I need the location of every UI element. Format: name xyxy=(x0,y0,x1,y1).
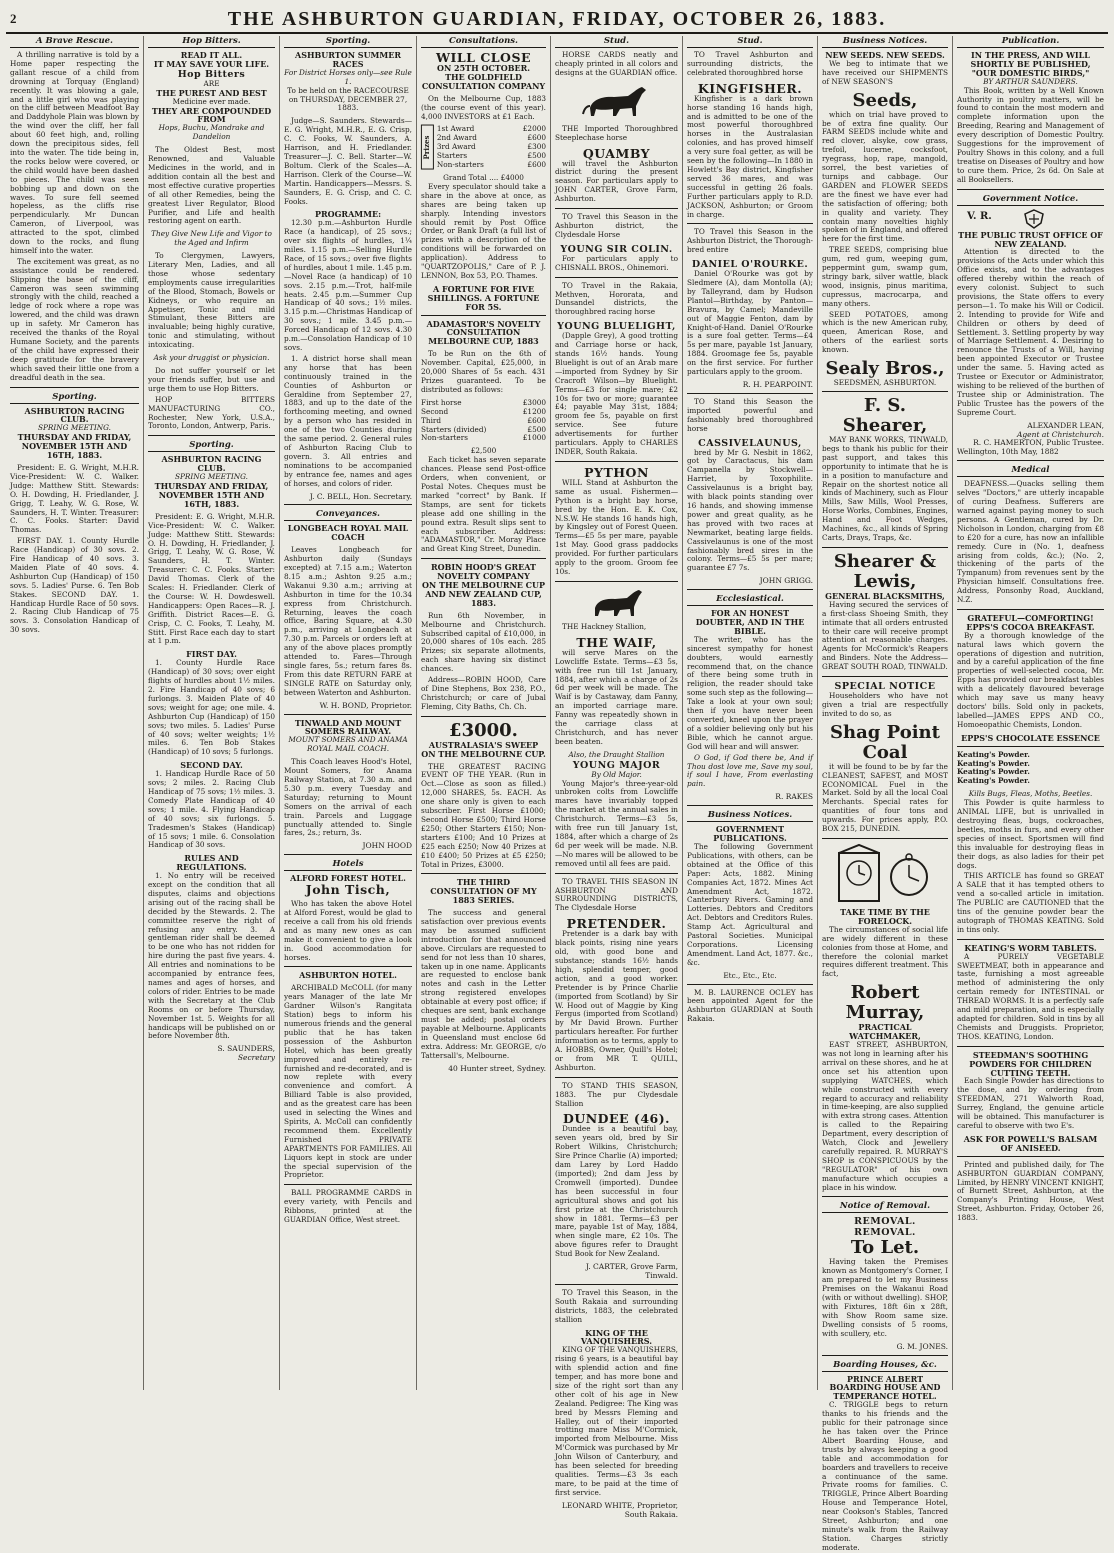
ad-maker: HOP BITTERS MANUFACTURING CO., Rochester, New York, U.S.A., Toronto, London, Antwerp, Paris. xyxy=(148,394,275,431)
firm-name: Sealy Bros., xyxy=(825,358,945,380)
hop-bitters-ad xyxy=(148,51,275,142)
product-name: EPPS'S CHOCOLATE ESSENCE xyxy=(961,732,1100,743)
ad-paragraph: will serve Mares on the Lowcliffe Estate. Terms—£3 5s, with free run till 1st January, 1884, after which a charge of 2s 6d per week will be made. The Waif is by Castaway, dam Fanny, an imported carriage mare. Fanny was repeatedly shown in the carriage class at Christchurch, and has never been beaten. xyxy=(555,647,678,746)
ad-title: AUSTRALASIA'S SWEEP xyxy=(428,739,539,750)
ad-paragraph: Having taken the Premises known as Montgomery's Corner, I am prepared to let my Business Premises on the Wakanui Road (with or without dwelling). SHOP, with Fixtures, 18ft 6in x 28ft, with Show Room same size. Dwelling consists of 5 rooms, with scullery, etc. xyxy=(822,1257,948,1338)
ad-paragraph: DEAFNESS.—Quacks selling them selves "Doctors," are utterly incapable of curing Deafness. Sufferers are warned against paying money to such persons. A Gentleman, cured by Dr. Nicholson in London, charging from £8 to £20 for a cure, has now an infallible remedy. Cure in (No. 1, deafness arising from colds, &c.); (No. 2, thickening of the parts of the Tympanum) from revenues sent by the Physician himself. Consultations free. Address, Ponsonby Road, Auckland, N.Z. xyxy=(957,479,1104,605)
horse-name: PRETENDER. xyxy=(566,916,667,932)
page-number: 2 xyxy=(10,11,17,26)
keating-kills: Kills Bugs, Fleas, Moths, Beetles. xyxy=(968,789,1093,799)
ad-paragraph: For particulars apply to CHISNALL BROS., Ohinemori. xyxy=(555,253,678,272)
ad-paragraph: To be Run on the 6th of November. Capital, £25,000, in 20,000 Shares of 5s each. 431 Prizes guaranteed. To be distributed as follows: xyxy=(421,349,546,394)
ad-paragraph: TO Travel this Season in the Ashburton District, the Thorough-bred entire xyxy=(687,227,813,255)
column-8 xyxy=(953,36,1108,1390)
prize-row xyxy=(421,434,546,443)
product-name: Shag Point Coal xyxy=(830,721,940,763)
prize-total: Grand Total .... £4000 xyxy=(443,172,524,182)
ad-paragraph: SEED POTATOES, among which is the new American ruby, queen, American Rose, and others of the earliest sorts known. xyxy=(822,309,948,355)
ad-title: IN THE PRESS, AND WILL SHORTLY BE PUBLISHED, "OUR DOMESTIC BIRDS," xyxy=(970,50,1091,78)
races-text: 1. Handicap Hurdle Race of 50 sovs; 2 miles. 2. Racing Club Handicap of 75 sovs; 1½ miles. 3. Comedy Plate Handicap of 40 sovs; 1 mile. 4. Flying Handicap of 40 sovs; six furlongs. 5. Tradesmen's Stakes (Handicap) of 15 sovs; 1 mile. 6. Consolation Handicap of 30 sovs. xyxy=(148,769,275,850)
racing-officers xyxy=(10,464,139,635)
ad-paragraph: Do not suffer yourself or let your friends suffer, but use and urge them to use Hop Bitters. xyxy=(148,366,275,393)
ad-paragraph: We beg to intimate that we have received our SHIPMENTS of NEW SEASON'S xyxy=(822,58,948,86)
ad-paragraph: On the Melbourne Cup, 1883 (the course event of this year). 4,000 INVESTORS at £1 Each. xyxy=(421,93,546,121)
prize-amount: £300 xyxy=(527,142,546,152)
ad-title: NEW SEEDS. NEW SEEDS. xyxy=(825,50,945,60)
horse-name: YOUNG BLUELIGHT, xyxy=(557,321,676,333)
ad-line: Also, the Draught Stallion xyxy=(568,749,665,759)
ad-line: By Old Major. xyxy=(591,769,642,779)
ad-title: FOR AN HONEST DOUBTER, AND IN THE BIBLE. xyxy=(695,608,805,636)
ad-paragraph: will travel the Ashburton district during the present season. For particulars apply to JOHN CARTER, Grove Farm, Ashburton. xyxy=(555,158,678,204)
ad-title: TINWALD AND MOUNT SOMERS RAILWAY. xyxy=(294,717,402,737)
ad-paragraph: Run 6th November, in Melbourne and Christchurch. Subscribed capital of £10,000, in 20,000 shares of 10s each. 285 Prizes; six separate allotments, each share having six distinct chances. xyxy=(421,610,546,674)
vr-mark: V. R. xyxy=(967,210,992,222)
ad-title: THE THIRD CONSULTATION OF MY 1883 SERIES. xyxy=(430,877,537,906)
ad-paragraph: Daniel O'Rourke was got by Sledmere (A), dam Montolla (A); by Talleyrand, dam by Hudson Plantol—Birthday, by Panton—Bravura, by Camel; Mandeville out of Maggie Fenton, dam by Knight-of-Hand. Daniel O'Rourke is a sure foal getter. Terms—£4 5s per mare, payable 1st January, 1884. Groomage fee 5s, payable on the first service. For further particulars apply to the groom. xyxy=(687,269,813,377)
ad-paragraph: TO STAND THIS SEASON, 1883. The pur Clydesdale Stallion xyxy=(555,1080,678,1108)
section-header-boarding: Boarding Houses, &c. xyxy=(822,1360,948,1372)
signature: R. RAKES xyxy=(775,792,813,802)
ad-line: Ask your druggist or physician. xyxy=(153,353,270,363)
ad-paragraph: The Oldest Best, most Renowned, and Valuable Medicines in the world, and in addition contain all the best and most effective curative properties of all other Remedies, being the greatest Liver Regulator, Blood Purifier, and Life and health restoring agent on earth. xyxy=(148,145,275,226)
column-5 xyxy=(551,36,683,1519)
ad-paragraph: By a thorough knowledge of the natural laws which govern the operations of digestion and nutrition, and by a careful application of the fine properties of well-selected cocoa, Mr. Epps has provided our breakfast tables with a delicately flavoured beverage which may save us many heavy doctors' bills. Sold only in packets, labelled—JAMES EPPS AND CO., Homoeopathic Chemists, London. xyxy=(957,630,1104,729)
officers-text: President: E. G. Wright, M.H.R. Vice-President: W. C. Walker. Judge: Matthew Stitt. Stewards: O. H. Dowding, H. Friedlander, J. Grigg, T. Leahy, W. G. Rose, W. Saunders, H. T. Winter. Treasurer: C. C. Fooks. Starter: David Thomas. xyxy=(10,462,139,535)
prize-label: 1st Award xyxy=(436,124,475,134)
firm-trade: PRACTICAL WATCHMAKER, xyxy=(849,1022,921,1042)
ad-paragraph: WILL Stand at Ashburton the same as usual. Fishermen—Python is a bright bay horse, bred by the Hon. E. K. Cox, N.S.W. He stands 16 hands high, by Kingsley out of Forest Queen. Terms—£5 5s per mare, payable 1st May. Good grass paddocks provided. For further particulars apply to the groom. Groom fee 10s. xyxy=(555,477,678,576)
ad-paragraph: The circumstances of social life are widely different in these colonies from those at Home, and therefore the colonial market requires different treatment. This fact, xyxy=(822,924,948,979)
ad-big-word: Seeds, xyxy=(852,89,918,111)
prize-label: Starters (divided) xyxy=(421,424,487,434)
ad-title: WILL CLOSE xyxy=(436,50,531,65)
ad-line: Hops, Buchu, Mandrake and Dandelion xyxy=(158,123,265,142)
clock-watch-illustration xyxy=(835,843,935,905)
ad-title: GOVERNMENT PUBLICATIONS. xyxy=(713,824,787,844)
ad-paragraph: This Book, written by a Well Known Authority in poultry matters, will be found to contain the most modern and complete information upon the Breeding, Rearing and Management of every description of Domestic Poultry. Suggestions for the improvement of Poultry Shows in this colony, and a full treatise on Diseases of Poultry and how to cure them. Price, 2s 6d. On Sale at all Booksellers. xyxy=(957,85,1104,184)
signature: JOHN GRIGG. xyxy=(759,576,813,586)
ad-title: ROBIN HOOD'S GREAT NOVELTY COMPANY xyxy=(431,562,536,582)
section-header-sporting: Sporting. xyxy=(10,392,139,404)
crest-icon xyxy=(1023,209,1045,229)
ad-subtitle: MELBOURNE CUP, 1883 xyxy=(428,336,539,347)
column-header: Business Notices. xyxy=(822,36,948,48)
firm-address: SEEDSMEN, ASHBURTON. xyxy=(833,378,937,388)
ad-tagline: IT MAY SAVE YOUR LIFE. xyxy=(153,58,270,69)
ad-paragraph: THE GREATEST RACING EVENT OF THE YEAR. (Run in Oct.—Close as soon as filled.) 12,000 SHARES, 5s. EACH. As one share only is given to each subscriber. First Horse £1000; Second Horse £500; Third Horse £250; Other Starters £150; Non-starters £100; And 10 Prizes at £25 each £250; Now 40 Prizes at £10 £400; 50 Prizes at £5 £250; Total in Prizes, £3000. xyxy=(421,761,546,869)
ad-title: ASHBURTON RACING CLUB. xyxy=(161,454,262,474)
keating-line: Keating's Powder. xyxy=(957,767,1030,777)
ad-title: ASHBURTON RACING CLUB. xyxy=(24,405,125,425)
signature: JOHN HOOD xyxy=(362,841,412,851)
ad-line: Medicine ever made. xyxy=(172,96,251,106)
prize-label: 3rd Award xyxy=(436,142,476,152)
ad-paragraph: KING OF THE VANQUISHERS, rising 6 years, is a beautiful bay with splendid action and fine temper, and has more bone and size of the right sort than any other colt of his age in New Zealand. Pedigree: The King was bred by Messrs Fleming and Halley, out of their imported trotting mare Miss M'Cormick, imported from Melbourne. Miss M'Cormick was purchased by Mr John Wilson of Canterbury, and has been selected for breeding qualities. Terms—£3 3s each mare, to be paid at the time of first service. xyxy=(555,1345,678,1497)
prize-table xyxy=(421,399,546,444)
ad-author: BY ARTHUR SAUNDERS. xyxy=(983,76,1078,86)
big-amount: £3000. xyxy=(449,719,518,741)
prize-amount: £1200 xyxy=(522,406,546,416)
ad-subtitle: SPRING MEETING. xyxy=(38,423,111,433)
ad-title: ALFORD FOREST HOTEL. xyxy=(290,873,406,884)
prize-label: Non-starters xyxy=(436,160,484,170)
horse-name: DUNDEE (46). xyxy=(563,1111,670,1127)
signature: R. H. PEARPOINT. xyxy=(742,380,813,389)
ad-paragraph: TO Stand this Season the imported powerful and fashionably bred thoroughbred horse xyxy=(687,396,813,433)
ad-paragraph: TO Travel Ashburton and surrounding districts, the celebrated thoroughbred horse xyxy=(687,50,813,77)
ad-line: THE PUREST AND BEST xyxy=(156,87,267,98)
ad-paragraph: Who has taken the above Hotel at Alford Forest, would be glad to receive a call from his old friends and as many new ones as can make it convenient to give a look in. Good accommodation for horses. xyxy=(284,899,412,962)
signature: LEONARD WHITE, Proprietor, South Rakaia. xyxy=(561,1500,678,1519)
prize-amount: £3000 xyxy=(522,397,546,407)
prize-label: Third xyxy=(421,415,442,425)
ad-paragraph: TO Travel this Season, in the South Rakaia and surrounding districts, 1883, the celebrated stallion xyxy=(555,1287,678,1324)
horse-name: DANIEL O'ROURKE. xyxy=(691,259,809,271)
ad-company: THE GOLDFIELD CONSULTATION COMPANY xyxy=(421,71,546,91)
officers-text: President: E. G. Wright, M.H.R. Vice-President: W. C. Walker. Judge: Matthew Stitt. Stewards: O. H. Dowding, H. Friedlander, J. Grigg, T. Leahy, W. G. Rose, W. Saunders, H. T. Winter. Treasurer: C. C. Fooks. Starter: David Thomas. Clerk of the Scales: H. Friedlander. Clerk of the Course: W. H. Dowdeswell. Handicappers: Open Races—R. J. Griffith. District Races—E. G. Crisp, C. C. Fooks, T. Leahy, M. Stitt. First Race each day to start at 1 p.m. xyxy=(148,511,275,646)
ad-title: PRINCE ALBERT BOARDING HOUSE AND TEMPERANCE HOTEL. xyxy=(829,1373,941,1402)
horse-name: KING OF THE VANQUISHERS. xyxy=(580,1327,653,1347)
masthead xyxy=(6,6,1108,34)
ad-date: To be held on the RACECOURSE on THURSDAY, DECEMBER 27, 1883. xyxy=(287,85,409,113)
ad-title: ASK FOR POWELL'S BALSAM OF ANISEED. xyxy=(963,1133,1098,1153)
prize-amount: £1000 xyxy=(522,433,546,443)
section-header-business: Business Notices. xyxy=(687,810,813,822)
ad-subtitle: SPRING MEETING. xyxy=(175,472,248,482)
horse-name: KINGFISHER. xyxy=(697,80,803,96)
ad-paragraph: The following Government Publications, with others, can be obtained at the Office of this Paper: Acts, 1882. Mining Companies Act, 1872. Mines Act Amendment Act, 1872. Canterbury Rivers. Gaming and Lotteries. Debtors and Creditors Act. Debtors and Creditors Rules. Stamp Act. Agricultural and Pastoral Societies. Municipal Corporations. Licensing Amendment. Land Act, 1877. &c., &c. xyxy=(687,841,813,967)
ad-paragraph: THIS ARTICLE has found so GREAT A SALE that it has tempted others to vend a so-called article in imitation. The PUBLIC are CAUTIONED that the tins of the genuine powder bear the autograph of THOMAS KEATING. Sold in tins only. xyxy=(957,871,1104,934)
ad-paragraph: BALL PROGRAMME CARDS in every variety, with Pencils and Ribbons, printed at the GUARDIAN Office, West street. xyxy=(284,1188,412,1225)
ad-paragraph: Householders who have not given a trial are respectfully invited to do so, as xyxy=(822,691,948,718)
column-header: Stud. xyxy=(687,36,813,48)
ad-paragraph: which on trial have proved to be of extra fine quality. Our FARM SEEDS include white and red clover, alsyke, cow grass, trefoil, lucerne, cocksfoot, ryegrass, hop, rape, mangold, sorrel, the best varieties of turnips and cabbage. Our GARDEN and FLOWER SEEDS are the finest we have ever had the satisfaction of offering; both in quality and variety. They contain many novelties highly spoken of in England, and offered here for the first time. xyxy=(822,109,948,244)
rules-text: 1. A district horse shall mean any horse that has been continuously trained in the Counties of Ashburton or Geraldine from September 27, 1883, and up to the date of the forthcoming meeting, and owned by a person who has resided in one of the two Counties during the same period. 2. General rules of Ashburton Racing Club to govern. 3. All entries and nominations to be accompanied by entrance fee, names and ages of horses, and colors of rider. xyxy=(284,353,412,488)
signature: S. SAUNDERS, xyxy=(217,1044,275,1054)
second-day-header: SECOND DAY. xyxy=(180,760,243,771)
column-header: Publication. xyxy=(957,36,1104,48)
ad-title: ASHBURTON SUMMER RACES xyxy=(294,50,402,69)
article-paragraph: The excitement was great, as no assistance could be rendered. Slipping the base of the cliff, Cameron was seen swimming strongly with the child, reached a ledge of rock where a rope was lowered, and the child was drawn up in safety. Mr Cameron has received the thanks of the Royal Humane Society, and the parents of the child have expressed their deep gratitude for the bravery which saved their little one from a dreadful death in the sea. xyxy=(10,256,139,382)
firm-name: Shearer & Lewis, xyxy=(833,550,937,592)
horse-name: QUAMBY xyxy=(582,145,651,161)
ad-title: LONGBEACH ROYAL MAIL COACH xyxy=(287,523,409,543)
poem-text: O God, if God there be, And if Thou dost love me, Save my soul, if soul I have, From everlasting pain. xyxy=(687,752,813,789)
horse-name: PYTHON xyxy=(584,464,649,480)
ad-title: ADAMASTOR'S NOVELTY CONSULTATION xyxy=(426,318,541,338)
ad-paragraph: Leaves Longbeach for Ashburton daily (Sundays excepted) at 7.15 a.m.; Waterton 8.15 a.m.; Ashton 9.25 a.m.; Wakanui 9.30 a.m.; arriving at Ashburton in time for the 10.34 express from Christchurch. Returning, leaves the coach office, Baring Square, at 4.30 p.m., arriving at Longbeach at 7.30 p.m. Parcels or orders left at any of the above places promptly attended to. Fares—Through single fares, 5s.; return fares 8s. From this date RETURN FARE at SINGLE RATE on Saturday only, between Waterton and Ashburton. xyxy=(284,545,412,697)
ad-paragraph: MAY BANK WORKS, TINWALD, begs to thank his public for their past support, and takes this opportunity to intimate that he is in a position to manufacture and Repair on the shortest notice all kinds of Machinery, such as Flour Mills, Saw Mills, Wool Presses, Horse Works, Combines, Engines, Hand and Foot Wedges, Machines, &c., all kinds of Spring Carts, Drays, Traps, &c. xyxy=(822,435,948,542)
rules-text: 1. No entry will be received except on the condition that all disputes, claims and objections arising out of the racing shall be decided by the Stewards. 2. The committee reserve the right of refusing any entry. 3. A gentleman rider shall be deemed to be one who has not ridden for hire during the past five years. 4. All entries and nominations to be accompanied by entrance fees, names and ages of horses, and colors of rider. Entries to be made with the Secretary at the Club Rooms on or before Thursday, November 1st. 5. Weights for all handicaps will be published on or before November 8th. xyxy=(148,871,275,1041)
prize-amount: £2000 xyxy=(522,124,546,134)
prize-label: First horse xyxy=(421,397,462,407)
ad-paragraph: bred by Mr G. Nesbit in 1862, got by Caractacus, his dam Campanella by Stockwell—Harriet, by Toxophilite. Cassivelaunus is a bright bay, with black points standing over 16 hands, and showing immense power and great quality, as he has proved with two races at Newmarket, beating large fields. Cassivelaunus is one of the most fashionably bred sires in the colony. Terms—£5 5s per mare; guarantee £7 7s. xyxy=(687,447,813,573)
signature: J. C. BELL, Hon. Secretary. xyxy=(309,491,412,501)
hop-bitters-text xyxy=(148,146,275,226)
notice-date: Wellington, 10th May, 1882 xyxy=(957,447,1059,457)
ad-paragraph: M. B. LAURENCE OCLEY has been appointed Agent for the Ashburton GUARDIAN at South Rakaia. xyxy=(687,987,813,1024)
column-header: Sporting. xyxy=(284,36,412,48)
ad-paragraph: To Clergymen, Lawyers, Literary Men, Ladies, and all those whose sedentary employments cause irregularities of the Blood, Stomach, Bowels or Kidneys, or who require an Appetiser, Tonic and mild Stimulant, these Bitters are invaluable; being highly curative, tonic and stimulating, without intoxicating. xyxy=(148,251,275,350)
summer-races-ad xyxy=(284,51,412,113)
ad-big-word: To Let. xyxy=(850,1237,920,1259)
section-header-ecclesiastical: Ecclesiastical. xyxy=(687,594,813,606)
ad-paragraph: C. TRIGGLE begs to return thanks to his friends and the public for their patronage since he has taken over the Prince Albert Boarding House, and trusts by always keeping a good table and accommodation for boarders and travellers to receive a continuance of the same. Private rooms for families. C. TRIGGLE, Prince Albert Boarding House and Temperance Hotel, near Cookson's Stables, Tancred Street, Ashburton; and one minute's walk from the Railway Station. Charges strictly moderate. xyxy=(822,1400,948,1552)
signature-title: Secretary xyxy=(237,1053,275,1063)
article-brave-rescue xyxy=(10,51,139,383)
section-header-government: Government Notice. xyxy=(957,194,1104,206)
ad-paragraph: A PURELY VEGETABLE SWEETMEAT, both in appearance and taste, furnishing a most agreeable method of administering the only certain remedy for INTESTINAL or THREAD WORMS. It is a perfectly safe and mild preparation, and is especially adapted for children. Sold in tins by all Chemists and Druggists. Proprietor, THOS. KEATING, London. xyxy=(957,951,1104,1041)
ad-paragraph: Address—ROBIN HOOD, Care of Dine Stephens, Box 238, P.O., Christchurch; or care of Jubal Fleming, City Baths, Ch. Ch. xyxy=(421,675,546,711)
column-header: Stud. xyxy=(555,36,678,48)
column-header: Hop Bitters. xyxy=(148,36,275,48)
ad-callout: A FORTUNE FOR FIVE SHILLINGS. A FORTUNE FOR 5S. xyxy=(427,283,540,312)
ad-title: READ IT ALL. xyxy=(180,50,243,60)
section-header-sporting: Sporting. xyxy=(148,440,275,452)
column-4 xyxy=(417,36,551,1390)
ad-paragraph: The writer, who has the sincerest sympathy for honest doubters, would earnestly recommend that, on the chance of there being some truth in religion, the reader should take some such step as the following—Take a look at your own soul; then if you have never been converted, kneel upon the prayer of a soldier believing only but his Bible, which he cannot argue. God will hear and will answer. xyxy=(687,634,813,751)
horse-illustration xyxy=(587,586,647,620)
ad-title: GRATEFUL—COMFORTING! EPPS'S COCOA BREAKFAST. xyxy=(966,612,1095,632)
ad-paragraph: This Powder is quite harmless to ANIMAL LIFE, but is unrivalled in destroying fleas, bugs, cockroaches, beetles, moths in furs, and every other species of insect. Sportsmen will find this invaluable for destroying fleas in their dogs, as also ladies for their pet dogs. xyxy=(957,798,1104,870)
ad-subtitle: ON THE MELBOURNE CUP. xyxy=(421,748,546,759)
ad-title: KEATING'S WORM TABLETS. xyxy=(964,942,1097,953)
section-header-removal: Notice of Removal. xyxy=(822,1201,948,1213)
ad-paragraph: Judge—S. Saunders. Stewards—E. G. Wright, M.H.R., E. G. Crisp, C. C. Fooks, W. Saunders, A. Harrison, and H. Friedlander. Treasurer—J. C. Bell. Starter—W. Boltum. Clerk of the Scales—A. Harrison. Clerk of the Course—W. Martin. Handicappers—Messrs. S. Saunders, E. G. Crisp, and C. C. Fooks. xyxy=(284,116,412,206)
ad-paragraph: Dundee is a beautiful bay, seven years old, bred by Sir Robert Wilkins, Christchurch; Sire Prince Charlie (A) imported; dam Larey by Lord Haddo (imported); 2nd dam Jess by Cromwell (imported). Dundee has been successful in four agricultural shows and got his first prize at the Christchurch show in 1881. Terms—£3 per mare, payable 1st of May, 1884, when single mare, £2 10s. The above figures refer to Draught Stud Book for New Zealand. xyxy=(555,1124,678,1259)
ad-subtitle: For District Horses only—see Rule 1. xyxy=(284,67,412,86)
programme-text: FIRST DAY. 1. County Hurdle Race (Handicap) of 30 sovs. 2. Fire Handicap of 40 sovs. 3. Maiden Plate of 40 sovs. 4. Ashburton Cup (Handicap) of 150 sovs. 5. Ladies' Purse. 6. Ten Bob Stakes. SECOND DAY. 1. Handicap Hurdle Race of 50 sovs. 2. Racing Club Handicap of 75 sovs. 3. Consolation Handicap of 30 sovs. xyxy=(10,536,139,635)
prize-label: 2nd Award xyxy=(436,133,477,143)
horse-name: CASSIVELAUNUS, xyxy=(698,437,802,449)
ad-paragraph: Kingfisher is a dark brown horse standing 16 hands high, and is admitted to be one of the most powerful thoroughbred horses in the Australasian colonies, and has proved himself a very sure foal getter, as will be seen by the following—In 1880 in Howlett's Bay district, Kingfisher served 36 mares, and was successful in getting 26 foals. Further particulars apply to R.D. JACKSON, Ashburton; or Groom in charge. xyxy=(687,93,813,219)
ad-paragraph: EAST STREET, ASHBURTON, was not long in learning after his arrival on these shores, and he at once set his attention upon supplying WATCHES, which while constructed with every regard to accuracy and reliability in time-keeping, are also supplied with extra strong cases. Attention is called to the Repairing Department, every description of Watch, Clock and Jewellery carefully repaired. R. MURRAY'S SHOP is CONSPICUOUS by the "REGULATOR" of his own manufacture which occupies a place in his window. xyxy=(822,1040,948,1192)
ad-paragraph: The success and general satisfaction over previous events may be assumed sufficient introduction for that announced above. Circulars are requested to send for not less than 10 shares, taken up in one name. Applicants are requested to enclose bank notes and cash in the Letter strong registered envelopes obtainable at every post office; if cheques are sent, bank exchange must be added; postal orders payable at Melbourne. Applicants in Queensland must enclose 6d extra. Address: Mr. GEORGE, c/o Tattersall's, Melbourne. xyxy=(421,908,546,1060)
horse-name: YOUNG SIR COLIN. xyxy=(560,243,673,255)
proprietor-name: John Tisch, xyxy=(305,882,391,898)
article-paragraph: A thrilling narrative is told by a Home paper respecting the gallant rescue of a child from drowning at Torquay (England) recently. It was blowing a gale, and a little girl who was playing on the cliff between Meadfoot Bay and Daddyhole Plain was blown by the wind over the cliff, her fall about 60 feet high, and, rolling down the precipitous sides, fell into the water. The tide being in, the rocks below were covered, or the child would have been dashed to pieces. The child was seen bobbing up and down on the waves. To sure fell seemed hopeless, as the cliffs rise perpendicularly. Mr Duncan Cameron, of Liverpool, was attracted to the spot, climbed down to the rocks, and flung himself into the water. xyxy=(10,50,139,255)
keating-line: Keating's Powder. xyxy=(957,758,1030,768)
ad-line: ARE xyxy=(203,78,220,88)
section-header-conveyances: Conveyances. xyxy=(284,509,412,521)
signature: 40 Hunter street, Sydney. xyxy=(448,1063,546,1073)
signature: W. H. BOND, Proprietor. xyxy=(319,700,412,710)
ad-paragraph: Every speculator should take a share in the above at once, as shares are being taken up sharply. Intending investors should remit by Post Office Order, or Bank Draft (a full list of prizes with a description of the conditions will be forwarded on application). Address to "QUARTZOPOLIS," Care of P. J. LENNON, Box 53, P.O. Thames. xyxy=(421,181,546,280)
ad-paragraph: ARCHIBALD McCOLL (for many years Manager of the late Mr Gardner Wilson's Rangitata Station) begs to inform his numerous friends and the general public that he has taken possession of the Ashburton Hotel, which has been greatly improved and entirely re-furnished and re-decorated, and is now replete with every convenience and comfort. A Billiard Table is also provided, and as the greatest care has been used in selecting the Wines and Spirits, A. McColl can confidently recommend them. Excellently Furnished PRIVATE APARTMENTS FOR FAMILIES. All Liquors kept in stock are under the special supervision of the Proprietor. xyxy=(284,983,412,1180)
section-header-hotels: Hotels xyxy=(284,859,412,871)
firm-name: F. S. Shearer, xyxy=(842,395,928,436)
ad-paragraph: Pretender is a dark bay with black points, rising nine years old, with good bone and substance; stands 16½ hands high, splendid temper, good action, and a good worker. Pretender is by Prince Charlie (imported from Scotland) by Sir W. Hood out of Maggie by King Fergus (imported from Scotland) by Mr David Brown. Further particulars hereafter. For further information as to terms, apply to A. HOBBS, Owner, Quill's Hotel; or from MR T. QUILL, Ashburton. xyxy=(555,929,678,1072)
ad-product: Hop Bitters xyxy=(177,68,246,80)
prize-label: Starters xyxy=(436,151,468,161)
ad-title: REMOVAL. REMOVAL. xyxy=(854,1216,916,1239)
column-3 xyxy=(280,36,417,1390)
first-day-header: FIRST DAY. xyxy=(186,649,237,660)
ad-paragraph: HORSE CARDS neatly and cheaply printed in all colors and designs at the GUARDIAN office. xyxy=(555,50,678,77)
ad-paragraph: TO Travel this Season in the Ashburton district, the Clydesdale Horse xyxy=(555,212,678,239)
ad-paragraph: This Coach leaves Hood's Hotel, Mount Somers, for Anama Railway Station, at 7.30 a.m. and 5.30 p.m. every Tuesday and Saturday; returning to Mount Somers on the arrival of each train. Parcels and Luggage punctually attended to. Single fares, 2s.; return, 3s. xyxy=(284,757,412,838)
ad-paragraph: Attention is directed to the provisions of the Acts under which this Office exists, and to the advantages offered thereby within the reach of every colonist. Subject to such provisions, the State offers to every person—1. To make his Will or Codicil. 2. Intending to provide for Wife and Children or others by deed of Settlement. 3. Settling property by way of Marriage Settlement. 4. Desiring to renounce the Trusts of a Will, having been appointed Executor or Trustee under the same. 5. Having acted as Trustee or Executor or Administrator, wishing to be relieved of the burthen of Trustee ship or Administration. The Public Trustee has the powers of the Supreme Court. xyxy=(957,247,1104,417)
prize-label: Non-starters xyxy=(421,433,468,443)
racing-club-ad xyxy=(10,407,139,460)
ad-paragraph: THE Imported Thoroughbred Steeplechase horse xyxy=(555,123,678,142)
ad-dates: THURSDAY AND FRIDAY, NOVEMBER 15TH AND 16TH, 1883. xyxy=(154,481,269,509)
ad-paragraph: TO Travel in the Rakaia, Methven, Hororata, and Dunsandel districts, the thoroughbred racing horse xyxy=(555,280,678,317)
section-header-medical: Medical xyxy=(957,465,1104,477)
prize-row xyxy=(437,161,546,170)
firm-name: Robert Murray, xyxy=(845,982,925,1024)
printer-imprint: Printed and published daily, for The ASHBURTON GUARDIAN COMPANY, Limited, by HENRY VINCENT KNIGHT, of Burnett Street, Ashburton, at the Company's Printing House, West Street, Ashburton. Friday, October 26, 1883. xyxy=(957,1159,1104,1223)
ad-paragraph: TO TRAVEL THIS SEASON IN ASHBURTON AND SURROUNDING DISTRICTS, The Clydesdale Horse xyxy=(555,876,678,913)
keating-line: Keating's Powder. xyxy=(957,776,1030,786)
ad-title: THE PUBLIC TRUST OFFICE OF NEW ZEALAND. xyxy=(958,229,1103,249)
ad-line: They Give New Life and Vigor to the Aged and Infirm xyxy=(151,229,272,248)
goldfield-consultation-ad xyxy=(421,51,546,91)
prize-table-label: Prizes xyxy=(421,125,434,170)
ad-subtitle: ON THE MELBOURNE CUP AND NEW ZEALAND CUP, 1883. xyxy=(421,580,546,608)
column-1 xyxy=(6,36,144,1390)
horse-name: YOUNG MAJOR xyxy=(572,759,661,771)
prize-label: Second xyxy=(421,406,449,416)
ad-title: STEEDMAN'S SOOTHING POWDERS FOR CHILDREN CUTTING TEETH. xyxy=(969,1049,1092,1078)
prize-amount: £600 xyxy=(527,133,546,143)
ad-line: THEY ARE COMPOUNDED FROM xyxy=(151,105,272,125)
rules-header: RULES AND REGULATIONS. xyxy=(176,853,247,873)
column-header: Consultations. xyxy=(421,36,546,48)
ad-paragraph: TREE SEEDS, comprising blue gum, red gum, weeping gum, peppermint gum, swamp gum, stringy bark, silver wattle, black wood, insignis, pinus maritima, cupressus, macrocarpa, and many others. xyxy=(822,245,948,308)
ad-date: ON 25TH OCTOBER. xyxy=(436,63,531,73)
column-2 xyxy=(144,36,280,1390)
ad-paragraph: Each ticket has seven separate chances. Please send Post-office Orders, when convenient, or Postal Notes. Cheques must be marked "correct" by Bank. If Stamps, are sent for tickets please add one shilling in the pound extra. Result slips sent to each subscriber. Address: "ADAMASTOR," Cr. Moray Place and Great King Street, Dunedin. xyxy=(421,455,546,554)
column-6 xyxy=(683,36,818,1390)
ad-paragraph: (Dapple Grey), A good trotting and Carriage horse or hack, stands 16½ hands. Young Bluelight is out of an Arab mare—imported from Sydney by Sir Cracroft Wilson—by Bluelight. Terms—£3 for single mare; £2 10s for two or more; guarantee £4; payable May 31st, 1884; groom fee 5s, payable on first service. See future advertisements for further particulars. Apply to CHARLES INDER, South Rakaia. xyxy=(555,331,678,456)
horse-illustration xyxy=(580,82,654,122)
ad-paragraph: it will be found to be by far the CLEANEST, SAFEST, and MOST ECONOMICAL Fuel in the Market. Sold by all the local Coal Merchants. Special rates for quantities of four tons and upwards. For prices apply, P.O. BOX 215, DUNEDIN. xyxy=(822,761,948,834)
keating-line: Keating's Powder. xyxy=(957,749,1030,759)
prize-amount: £600 xyxy=(527,160,546,170)
racing-club-ad xyxy=(148,455,275,508)
column-7 xyxy=(818,36,953,1552)
ad-subtitle: MOUNT SOMERS AND ANAMA ROYAL MAIL COACH. xyxy=(288,735,408,754)
signature-title: Agent at Christchurch. xyxy=(1016,429,1104,439)
ad-paragraph: Young Major's three-year-old unbroken colts from Lowcliffe mares have invariably topped the market at the annual sales in Christchurch. Terms—£3 5s, with free run till January 1st, 1884, after which a charge of 2s 6d per week will be made. N.B.—No mares will be allowed to be removed until all fees are paid. xyxy=(555,778,678,868)
signature: J. CARTER, Grove Farm, Tinwald. xyxy=(585,1262,678,1280)
signature: R. C. HAMERTON, Public Trustee. xyxy=(973,438,1104,448)
signature: ALEXANDER LEAN, xyxy=(1027,420,1104,430)
ad-title: SPECIAL NOTICE xyxy=(834,681,936,693)
races-text: 1. County Hurdle Race (Handicap) of 30 sovs; over eight flights of hurdles about 1½ miles. 2. Fire Handicap of 40 sovs; 6 furlongs. 3. Maiden Plate of 40 sovs; weight for age; one mile. 4. Ashburton Cup (Handicap) of 150 sovs; two miles. 5. Ladies' Purse of 40 sovs; welter weights; 1½ miles. 6. Ten Bob Stakes (Handicap) of 10 sovs; 5 furlongs. xyxy=(148,658,275,757)
signature: G. M. JONES. xyxy=(896,1341,948,1351)
prize-table xyxy=(421,125,546,170)
ad-paragraph: Having secured the services of a first-class Shoeing Smith, they intimate that all orders entrusted to their care will receive prompt attention at reasonable charges. Agents for McCormick's Reapers and Binders. Note the Address—GREAT SOUTH ROAD, TINWALD. xyxy=(822,599,948,672)
ad-paragraph: THE Hackney Stallion, xyxy=(562,621,647,631)
firm-trade: GENERAL BLACKSMITHS, xyxy=(825,590,945,601)
programme-header: PROGRAMME: xyxy=(314,209,382,220)
prize-amount: £500 xyxy=(527,151,546,161)
ad-dates: THURSDAY AND FRIDAY, NOVEMBER 15TH AND 16TH, 1883. xyxy=(17,432,132,461)
ad-paragraph: Each Single Powder has directions to the dose, and by ordering from STEEDMAN, 271 Walworth Road, Surrey, England, the genuine article will be obtained. This manufacturer is careful to observe with two E's. xyxy=(957,1076,1104,1130)
prize-amount: £500 xyxy=(527,424,546,434)
ad-title: ASHBURTON HOTEL. xyxy=(299,970,397,981)
horse-name: THE WAIF, xyxy=(576,634,657,650)
prize-total: £2,500 xyxy=(470,446,497,456)
ad-title: TAKE TIME BY THE FORELOCK. xyxy=(840,907,930,926)
prize-amount: £600 xyxy=(527,415,546,425)
ad-line: Etc., Etc., Etc. xyxy=(723,970,777,980)
programme-text: 12.30 p.m.—Ashburton Hurdle Race (a handicap), of 25 sovs.; over six flights of hurdles, 1¼ miles. 1.15 p.m.—Selling Hurdle Race, of 15 sovs.; over five flights of hurdles, about 1 mile. 1.45 p.m.—Novel Race (a handicap) of 10 sovs. 2.15 p.m.—Trot, half-mile heats. 2.45 p.m.—Summer Cup Handicap of 40 sovs.; 1½ miles. 3.15 p.m.—Christmas Handicap of 30 sovs.; 1 mile. 3.45 p.m.—Forced Handicap of 12 sovs. 4.30 p.m.—Consolation Handicap of 10 sovs. xyxy=(284,218,412,352)
column-header: A Brave Rescue. xyxy=(10,36,139,48)
newspaper-title: THE ASHBURTON GUARDIAN, FRIDAY, OCTOBER 26, 1883. xyxy=(227,8,887,30)
